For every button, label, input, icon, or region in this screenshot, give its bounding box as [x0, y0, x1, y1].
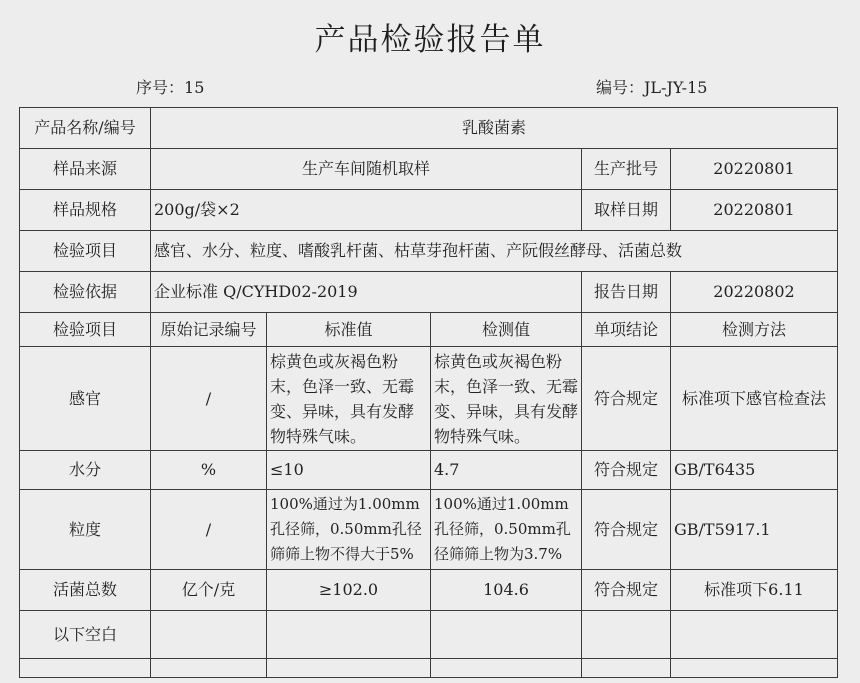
basis-value: 企业标准 Q/CYHD02-2019	[151, 272, 582, 313]
serial-value: 15	[184, 78, 205, 97]
document-code	[596, 75, 707, 98]
items-value: 感官、水分、粒度、嗜酸乳杆菌、枯草芽孢杆菌、产阮假丝酵母、活菌总数	[151, 231, 838, 272]
batch-value: 20220801	[671, 149, 838, 190]
items-label: 检验项目	[20, 231, 151, 272]
sampling-date-label: 取样日期	[582, 190, 671, 231]
conclusion: 符合规定	[582, 570, 671, 611]
record-number: 亿个/克	[151, 570, 267, 611]
product-name-label: 产品名称/编号	[20, 108, 151, 149]
standard-value: 棕黄色或灰褐色粉末，色泽一致、无霉变、异味，具有发酵物特殊气味。	[267, 347, 431, 451]
test-item: 粒度	[20, 490, 151, 570]
empty-cell	[267, 659, 431, 678]
measured-value: 100%通过1.00mm孔径筛，0.50mm孔径筛筛上物为3.7%	[431, 490, 582, 570]
standard-value: ≥102.0	[267, 570, 431, 611]
empty-cell	[582, 611, 671, 659]
batch-label: 生产批号	[582, 149, 671, 190]
spec-label: 样品规格	[20, 190, 151, 231]
test-item: 感官	[20, 347, 151, 451]
report-date-label: 报告日期	[582, 272, 671, 313]
report-title: 产品检验报告单	[314, 22, 546, 58]
test-items-row	[20, 231, 838, 272]
record-number: /	[151, 490, 267, 570]
standard-value: ≤10	[267, 451, 431, 490]
column-header: 检测方法	[671, 313, 838, 347]
empty-cell	[267, 611, 431, 659]
product-name-row	[20, 108, 838, 149]
report-date-value: 20220802	[671, 272, 838, 313]
standard-value: 100%通过为1.00mm孔径筛，0.50mm孔径筛筛上物不得大于5%	[267, 490, 431, 570]
serial-label: 序号：	[136, 78, 185, 97]
test-method: 标准项下感官检查法	[671, 347, 838, 451]
code-value: JL-JY-15	[644, 78, 708, 97]
spec-value: 200g/袋×2	[151, 190, 582, 231]
column-header: 检验项目	[20, 313, 151, 347]
empty-cell	[431, 659, 582, 678]
column-header-row	[20, 313, 838, 347]
column-header: 检测值	[431, 313, 582, 347]
empty-cell	[151, 659, 267, 678]
table-row	[20, 347, 838, 451]
measured-value: 4.7	[431, 451, 582, 490]
test-item: 水分	[20, 451, 151, 490]
empty-cell	[431, 611, 582, 659]
code-label: 编号：	[596, 78, 645, 97]
test-method: 标准项下6.11	[671, 570, 838, 611]
serial-number	[136, 75, 204, 98]
sample-source-row	[20, 149, 838, 190]
sample-source-value: 生产车间随机取样	[151, 149, 582, 190]
empty-cell	[582, 659, 671, 678]
empty-cell	[671, 611, 838, 659]
column-header: 标准值	[267, 313, 431, 347]
footer-note: 以下空白	[20, 611, 151, 659]
sampling-date-value: 20220801	[671, 190, 838, 231]
measured-value: 104.6	[431, 570, 582, 611]
measured-value: 棕黄色或灰褐色粉末，色泽一致、无霉变、异味，具有发酵物特殊气味。	[431, 347, 582, 451]
record-number: /	[151, 347, 267, 451]
empty-cell	[151, 611, 267, 659]
basis-label: 检验依据	[20, 272, 151, 313]
conclusion: 符合规定	[582, 347, 671, 451]
conclusion: 符合规定	[582, 451, 671, 490]
column-header: 单项结论	[582, 313, 671, 347]
empty-cell	[20, 659, 151, 678]
column-header: 原始记录编号	[151, 313, 267, 347]
basis-row	[20, 272, 838, 313]
table-row	[20, 570, 838, 611]
empty-cell	[671, 659, 838, 678]
test-method: GB/T6435	[671, 451, 838, 490]
record-number: %	[151, 451, 267, 490]
test-item: 活菌总数	[20, 570, 151, 611]
sample-source-label: 样品来源	[20, 149, 151, 190]
blank-row	[20, 611, 838, 659]
sample-spec-row	[20, 190, 838, 231]
product-name-value: 乳酸菌素	[151, 108, 838, 149]
inspection-table	[19, 107, 838, 678]
test-method: GB/T5917.1	[671, 490, 838, 570]
conclusion: 符合规定	[582, 490, 671, 570]
table-row	[20, 490, 838, 570]
blank-row	[20, 659, 838, 678]
table-row	[20, 451, 838, 490]
